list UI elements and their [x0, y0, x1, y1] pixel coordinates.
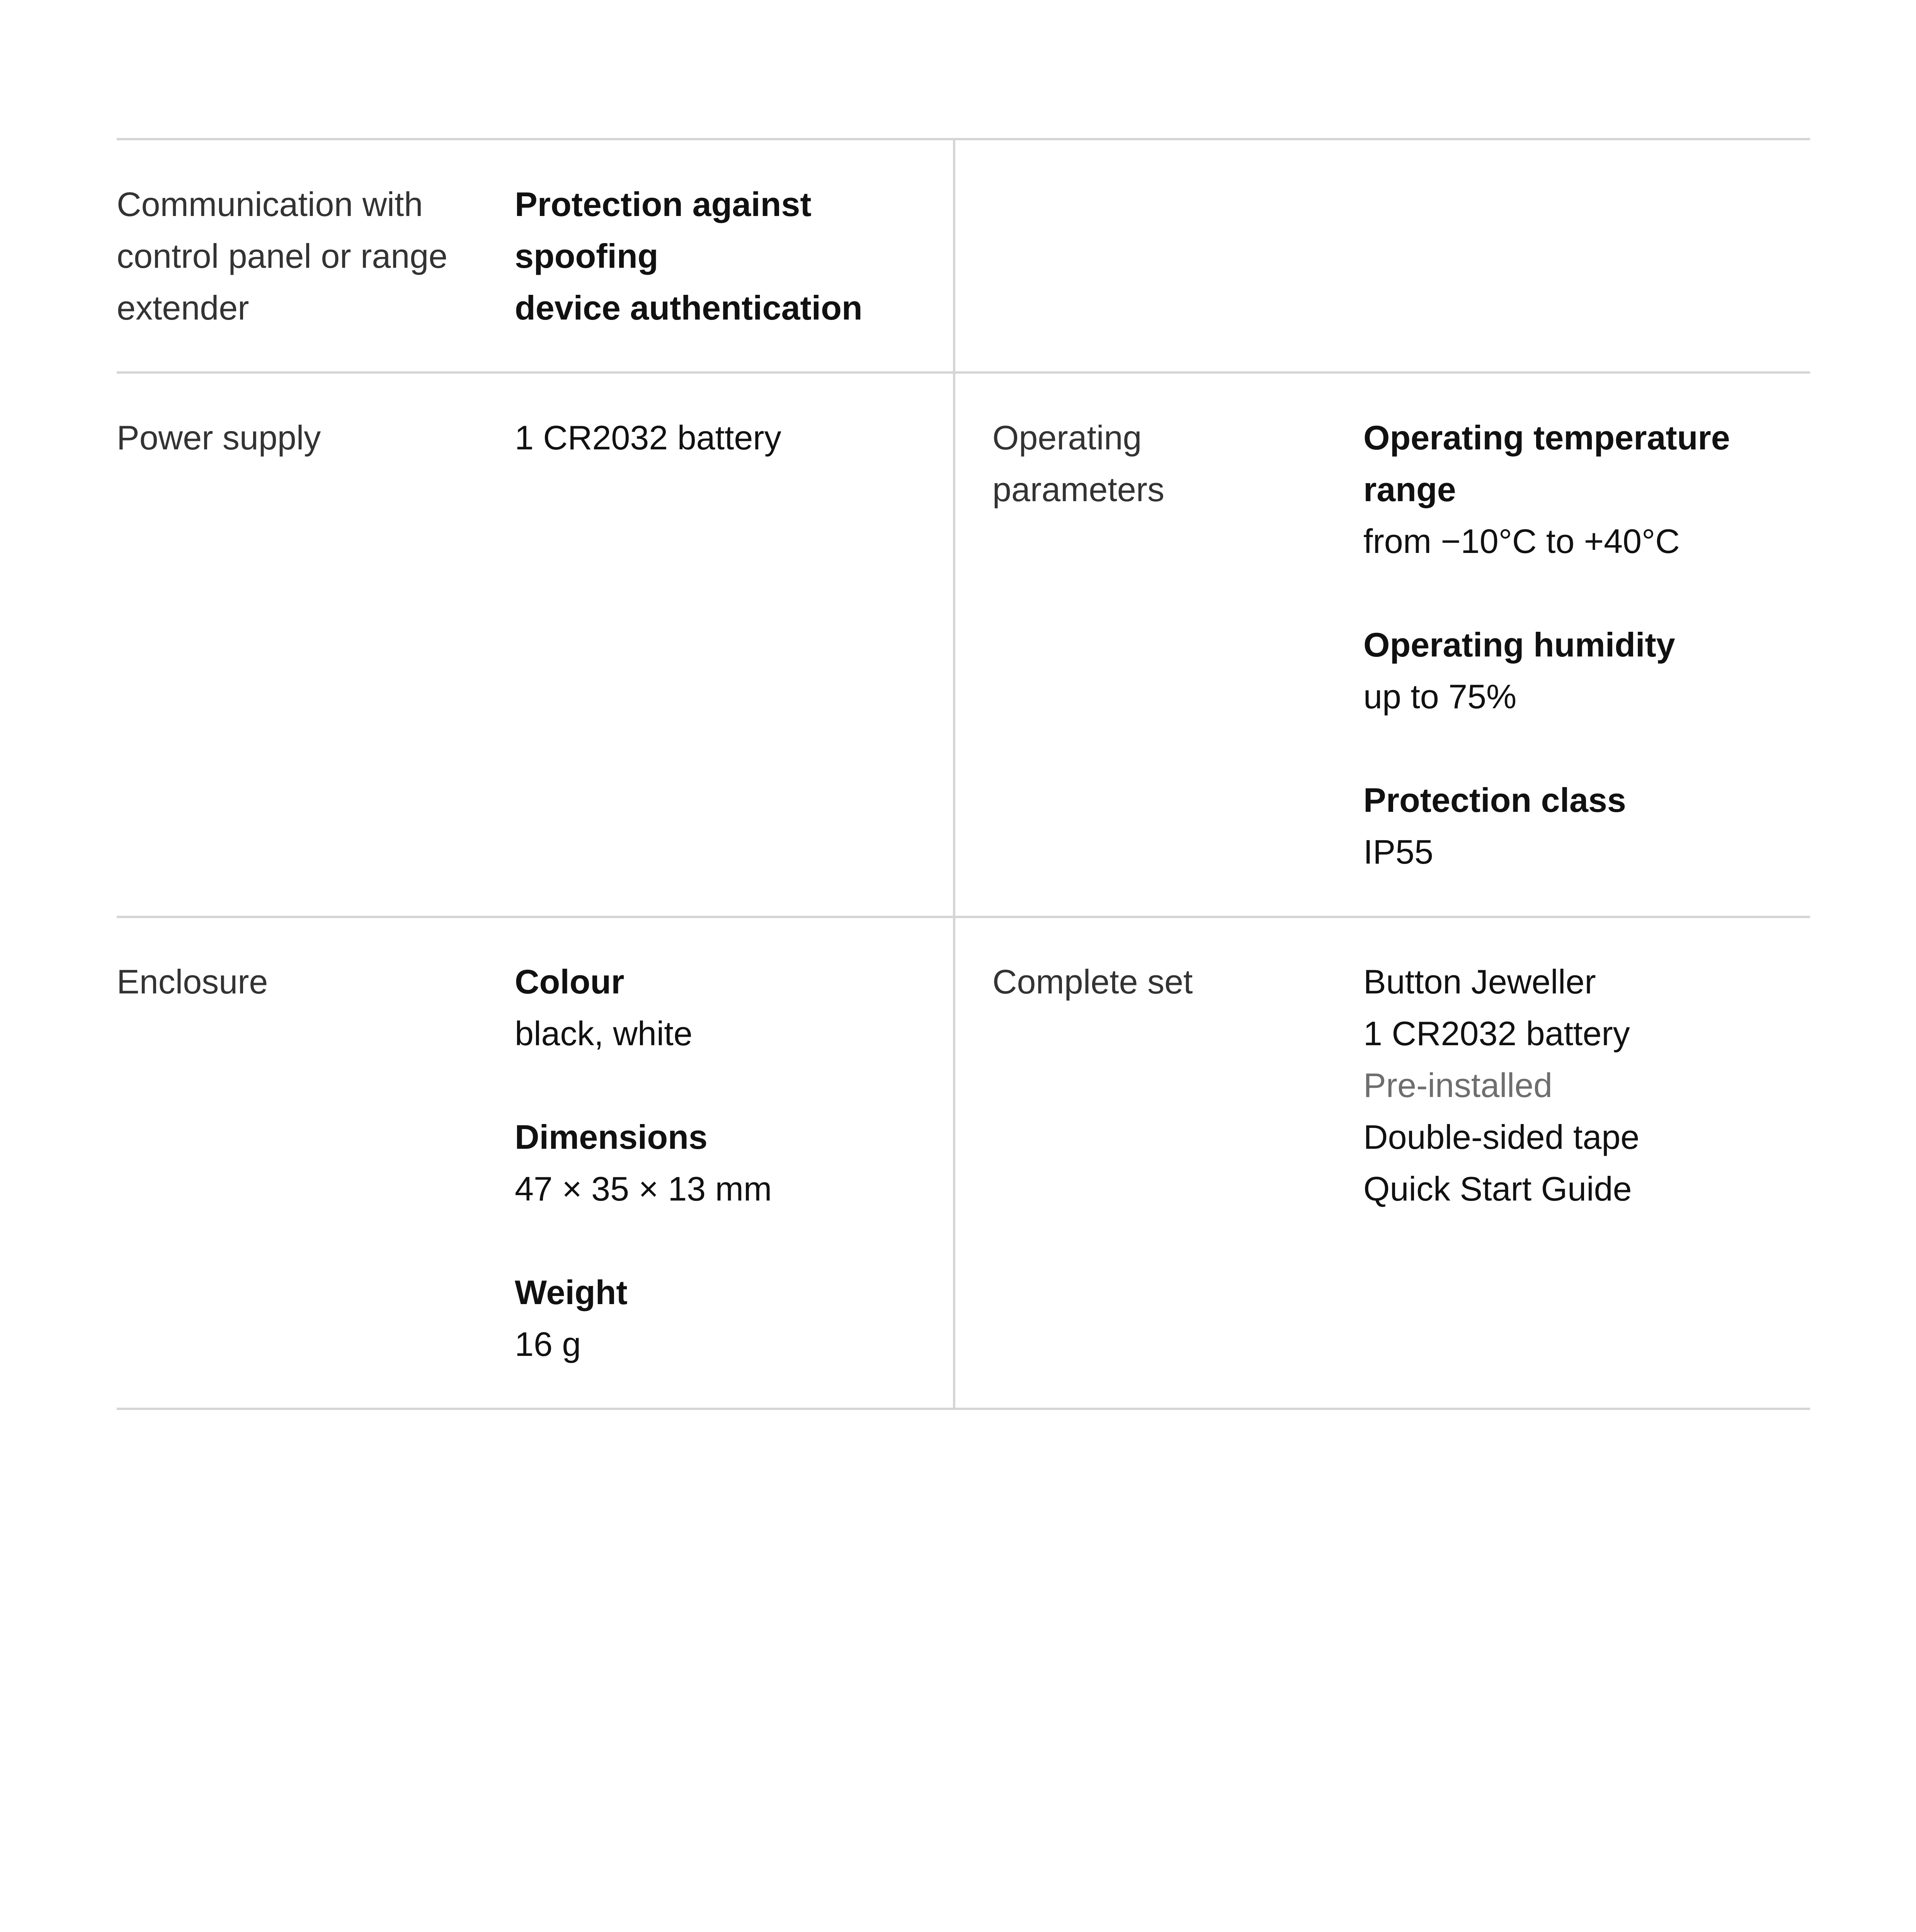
- value-heading: Operating humidity: [1363, 626, 1675, 664]
- table-column-divider: [953, 139, 955, 1409]
- value-text: 16 g: [515, 1325, 581, 1363]
- spec-value-enclosure: [515, 956, 772, 1370]
- label-line: Communication with: [117, 185, 423, 223]
- table-rule-row2: [117, 916, 1810, 918]
- label-line: parameters: [992, 470, 1165, 509]
- spec-label-power-supply: [117, 412, 321, 464]
- spec-value-power-supply: [515, 412, 781, 464]
- spec-value-complete-set: [1363, 956, 1639, 1215]
- list-item: Double-sided tape: [1363, 1118, 1640, 1156]
- spec-label-operating-parameters: [992, 412, 1164, 515]
- spec-label-complete-set: [992, 956, 1193, 1008]
- label-line: Complete set: [992, 963, 1193, 1001]
- value-heading: spoofing: [515, 237, 659, 275]
- value-heading: Dimensions: [515, 1118, 708, 1156]
- spec-label-enclosure: [117, 956, 268, 1008]
- value-text: up to 75%: [1363, 677, 1517, 716]
- value-heading: range: [1363, 470, 1456, 509]
- value-heading: Operating temperature: [1363, 418, 1730, 457]
- label-line: control panel or range: [117, 237, 448, 275]
- label-line: Power supply: [117, 418, 321, 457]
- value-heading: Protection class: [1363, 781, 1626, 819]
- table-rule-row1: [117, 371, 1810, 374]
- value-text: 1 CR2032 battery: [515, 418, 781, 457]
- list-item-note: Pre-installed: [1363, 1066, 1553, 1104]
- label-line: extender: [117, 289, 249, 327]
- value-text: black, white: [515, 1014, 693, 1053]
- value-text: IP55: [1363, 833, 1434, 871]
- label-line: Operating: [992, 418, 1142, 457]
- table-rule-top: [117, 138, 1810, 140]
- value-heading: Protection against: [515, 185, 812, 223]
- table-rule-bottom: [117, 1408, 1810, 1410]
- spec-label-communication: [117, 179, 448, 334]
- list-item: Button Jeweller: [1363, 963, 1596, 1001]
- list-item: Quick Start Guide: [1363, 1170, 1632, 1208]
- spec-value-operating-parameters: [1363, 412, 1730, 878]
- value-heading: device authentication: [515, 289, 863, 327]
- value-text: from −10°C to +40°C: [1363, 522, 1680, 560]
- label-line: Enclosure: [117, 963, 268, 1001]
- value-text: 47 × 35 × 13 mm: [515, 1170, 772, 1208]
- value-heading: Colour: [515, 963, 624, 1001]
- spec-value-communication: [515, 179, 863, 334]
- list-item: 1 CR2032 battery: [1363, 1014, 1630, 1053]
- value-heading: Weight: [515, 1273, 628, 1311]
